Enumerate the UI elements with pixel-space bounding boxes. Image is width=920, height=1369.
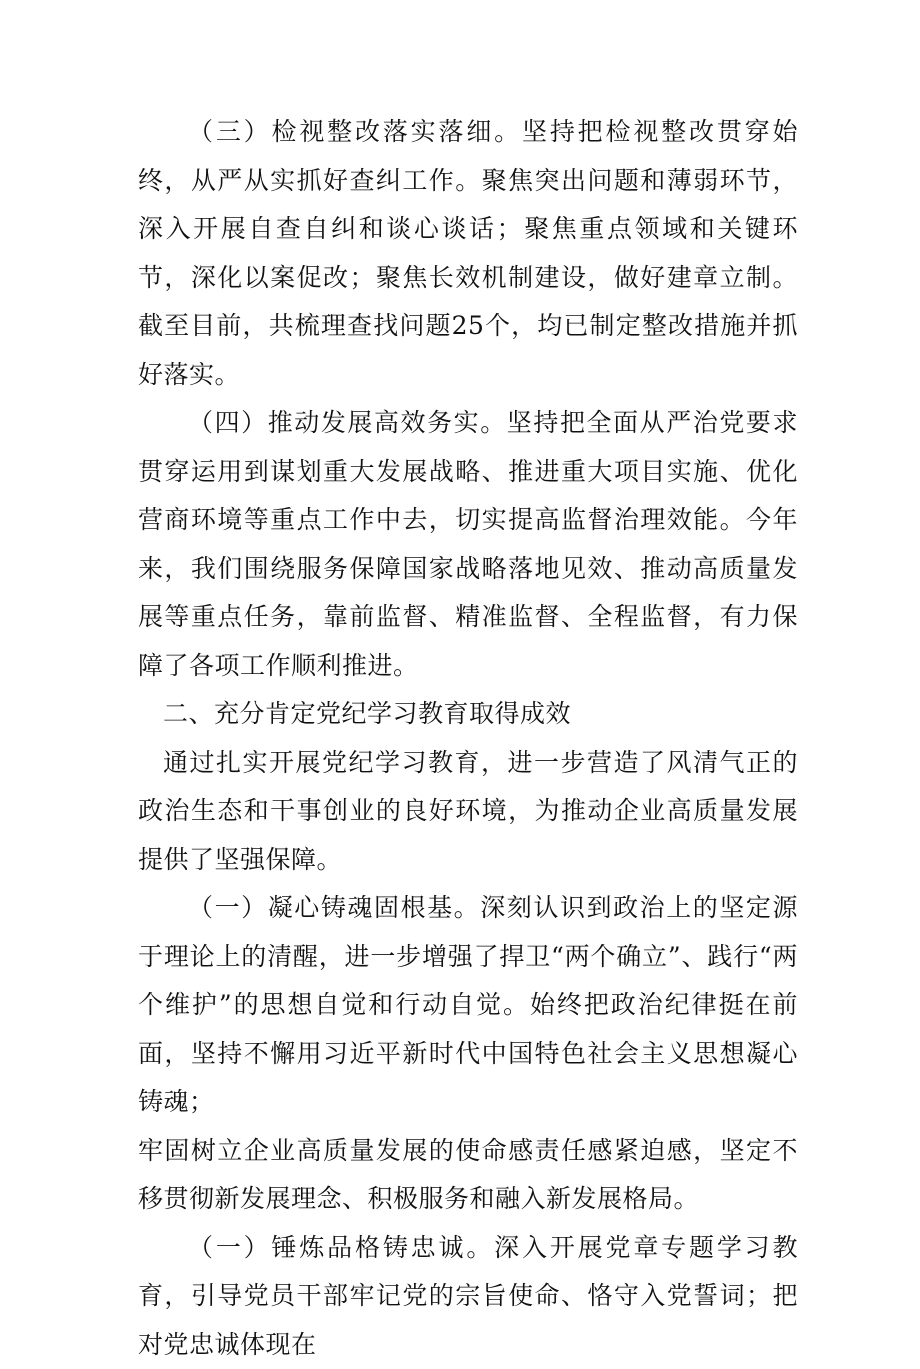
paragraph-inspection-rectification: （三）检视整改落实落细。坚持把检视整改贯穿始终，从严从实抓好查纠工作。聚焦突出问题和薄弱环节，深入开展自查自纠和谈心谈话；聚焦重点领域和关键环节，深化以案促改；聚焦长效机制建设，做好建章立制。截至目前，共梳理查找问题25个，均已制定整改措施并抓好落实。 xyxy=(138,108,798,399)
paragraph-loyalty: （一）锤炼品格铸忠诚。深入开展党章专题学习教育，引导党员干部牢记党的宗旨使命、恪守入党誓词；把对党忠诚体现在 xyxy=(138,1224,798,1369)
document-body xyxy=(138,108,798,1369)
section-heading-achievements: 二、充分肯定党纪学习教育取得成效 xyxy=(138,690,798,739)
paragraph-mission-awareness: 牢固树立企业高质量发展的使命感责任感紧迫感，坚定不移贯彻新发展理念、积极服务和融入新发展格局。 xyxy=(138,1127,798,1224)
paragraph-forge-soul: （一）凝心铸魂固根基。深刻认识到政治上的坚定源于理论上的清醒，进一步增强了捍卫“两个确立”、践行“两个维护”的思想自觉和行动自觉。始终把政治纪律挺在前面，坚持不懈用习近平新时代中国特色社会主义思想凝心铸魂； xyxy=(138,884,798,1127)
paragraph-achievements-intro: 通过扎实开展党纪学习教育，进一步营造了风清气正的政治生态和干事创业的良好环境，为推动企业高质量发展提供了坚强保障。 xyxy=(138,739,798,885)
paragraph-promote-development: （四）推动发展高效务实。坚持把全面从严治党要求贯穿运用到谋划重大发展战略、推进重大项目实施、优化营商环境等重点工作中去，切实提高监督治理效能。今年来，我们围绕服务保障国家战略落地见效、推动高质量发展等重点任务，靠前监督、精准监督、全程监督，有力保障了各项工作顺利推进。 xyxy=(138,399,798,690)
